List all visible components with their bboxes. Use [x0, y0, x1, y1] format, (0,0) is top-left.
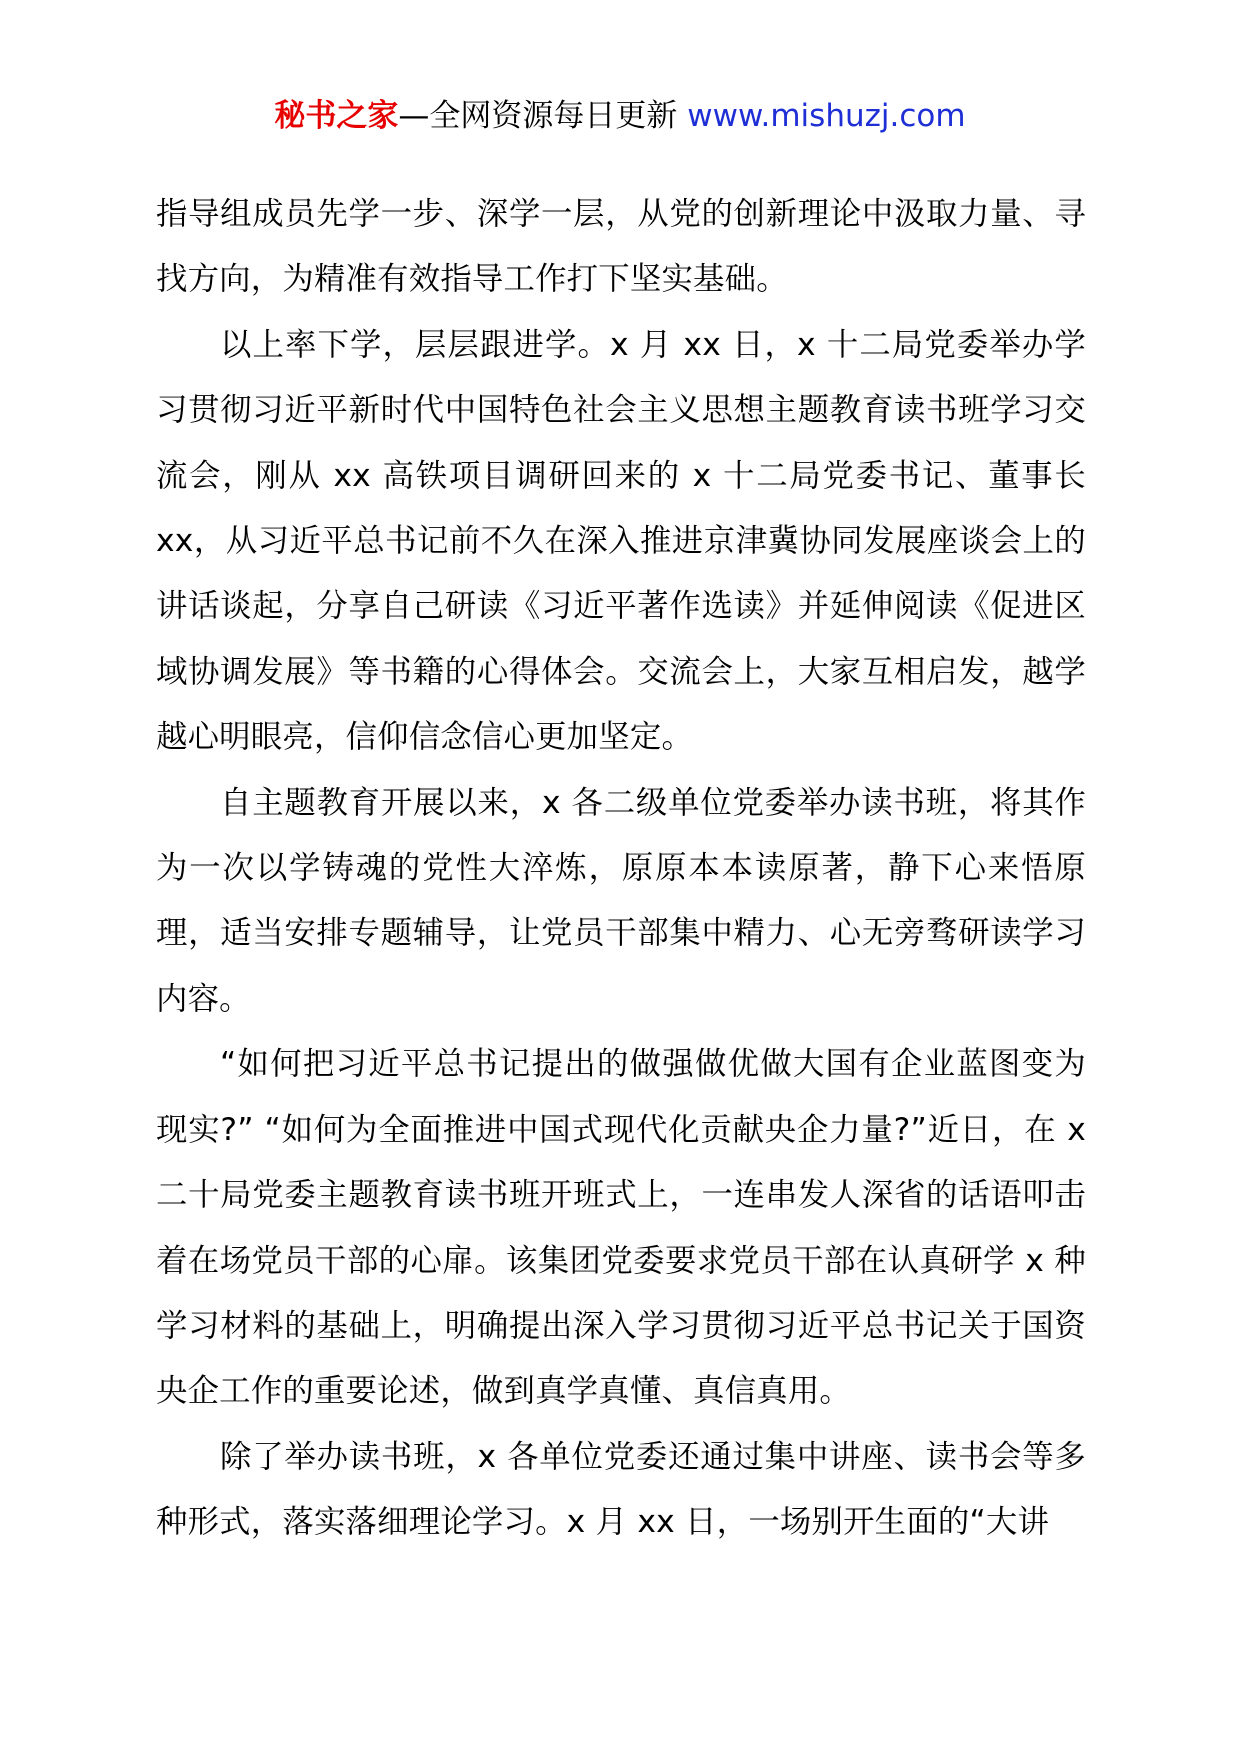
paragraph-3: 自主题教育开展以来，x 各二级单位党委举办读书班，将其作为一次以学铸魂的党性大淬炼，原原本本读原著，静下心来悟原理，适当安排专题辅导，让党员干部集中精力、心无旁骛研读学习内容。 [156, 784, 1086, 1017]
paragraph-4: “如何把习近平总书记提出的做强做优做大国有企业蓝图变为现实?” “如何为全面推进中国式现代化贡献央企力量?”近日，在 x 二十局党委主题教育读书班开班式上，一连串发人深省的话语叩击着在场党员干部的心扉。该集团党委要求党员干部在认真研学 x 种学习材料的基础上，明确提出深入学习贯彻习近平总书记关于国资央企工作的重要论述，做到真学真懂、真信真用。 [156, 1046, 1087, 1410]
document-body [156, 182, 1086, 1556]
paragraph-2: 以上率下学，层层跟进学。x 月 xx 日，x 十二局党委举办学习贯彻习近平新时代中国特色社会主义思想主题教育读书班学习交流会，刚从 xx 高铁项目调研回来的 x 十二局党委书记、董事长 xx，从习近平总书记前不久在深入推进京津冀协同发展座谈会上的讲话谈起，分享自己研读《习近平著作选读》并延伸阅读《促进区域协调发展》等书籍的心得体会。交流会上，大家互相启发，越学越心明眼亮，信仰信念信心更加坚定。 [156, 326, 1086, 756]
header-brand: 秘书之家 [274, 98, 399, 134]
paragraph-5: 除了举办读书班，x 各单位党委还通过集中讲座、读书会等多种形式，落实落细理论学习。x 月 xx 日，一场别开生面的“大讲 [156, 1438, 1086, 1541]
header-url-link[interactable]: www.mishuzj.com [687, 98, 966, 134]
page-header [0, 96, 1240, 136]
paragraph-1: 指导组成员先学一步、深学一层，从党的创新理论中汲取力量、寻找方向，为精准有效指导工作打下坚实基础。 [156, 196, 1086, 298]
header-tagline: —全网资源每日更新 [398, 98, 688, 134]
